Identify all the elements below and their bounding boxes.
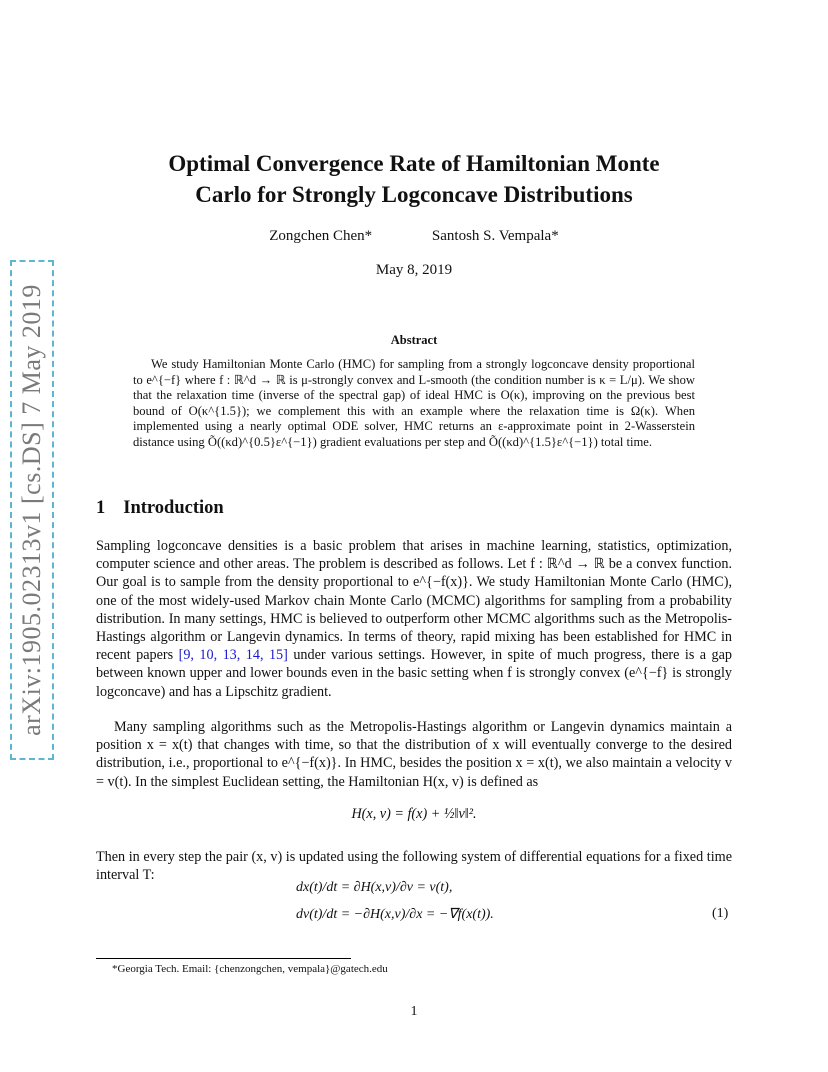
section-title: Introduction (123, 498, 224, 518)
author-2: Santosh S. Vempala* (431, 228, 559, 244)
equation-hamiltonian: H(x, v) = f(x) + ½‖v‖². (351, 806, 477, 822)
citation-link[interactable]: [9, 10, 13, 14, 15] (178, 647, 288, 664)
author-list (0, 228, 828, 245)
paragraph-1-text-a: Sampling logconcave densities is a basic problem that arises in machine learning, statistics, optimization, computer science and other areas. The problem is described as follows. Let f : ℝ^d → ℝ be a convex function. Our goal is to sample from the density proportional to e^{−f(x)}. We study Hamiltonian Monte Carlo (HMC), one of the most widely-used Markov chain Monte Carlo (MCMC) algorithms for sampling from a probability distribution. In many settings, HMC is believed to outperform other MCMC algorithms such as the Metropolis-Hastings algorithm or Langevin dynamics. In terms of theory, rapid mixing has been established for HMC in recent papers (96, 538, 732, 664)
abstract-heading: Abstract (390, 333, 438, 347)
paragraph-1-text-b: under various settings. However, in spite of much progress, there is a gap between known upper and lower bounds even in the basic setting when f is strongly convex (e^{−f} is strongly logconcave) and has a Lipschitz gradient. (96, 647, 733, 700)
equation-number: (1) (712, 906, 729, 921)
arxiv-id: arXiv:1905.02313v1 [cs.DS] 7 May 2019 (17, 284, 47, 736)
footnote-rule (96, 958, 351, 959)
paragraph-3: Then in every step the pair (x, v) is updated using the following system of differential equations for a fixed time interval T: (96, 849, 732, 884)
equation-line-2: dv(t)/dt = −∂H(x,v)/∂x = −∇f(x(t)). (296, 907, 494, 922)
paragraph-1 (96, 537, 732, 701)
title-line-1: Optimal Convergence Rate of Hamiltonian Monte (168, 151, 660, 176)
section-heading (96, 498, 224, 519)
equation-system (296, 880, 494, 923)
page-number: 1 (410, 1004, 418, 1019)
footnote: *Georgia Tech. Email: {chenzongchen, vempala}@gatech.edu (112, 963, 388, 975)
equation-line-1: dx(t)/dt = ∂H(x,v)/∂v = v(t), (296, 880, 453, 895)
abstract-text: We study Hamiltonian Monte Carlo (HMC) for sampling from a strongly logconcave density proportional to e^{−f} where f : ℝ^d → ℝ is μ-strongly convex and L-smooth (the condition number is κ = L/μ). We show that the relaxation time (inverse of the spectral gap) of ideal HMC is O(κ), improving on the previous best bound of O(κ^{1.5}); we complement this with an example where the relaxation time is Ω(κ). When implemented using a nearly optimal ODE solver, HMC returns an ε-approximate point in 2-Wasserstein distance using Õ((κd)^{0.5}ε^{−1}) gradient evaluations per step and Õ((κd)^{1.5}ε^{−1}) total time. (133, 357, 695, 449)
title-line-2: Carlo for Strongly Logconcave Distributions (195, 182, 633, 207)
paper-date: May 8, 2019 (375, 262, 453, 278)
author-1: Zongchen Chen* (269, 228, 373, 244)
paragraph-2: Many sampling algorithms such as the Metropolis-Hastings algorithm or Langevin dynamics maintain a position x = x(t) that changes with time, so that the distribution of x will eventually converge to the desired distribution, i.e., proportional to e^{−f(x)}. In HMC, besides the position x = x(t), we also maintain a velocity v = v(t). In the simplest Euclidean setting, the Hamiltonian H(x, v) is defined as (96, 719, 732, 790)
section-number: 1 (96, 498, 106, 518)
paper-title (0, 148, 828, 210)
